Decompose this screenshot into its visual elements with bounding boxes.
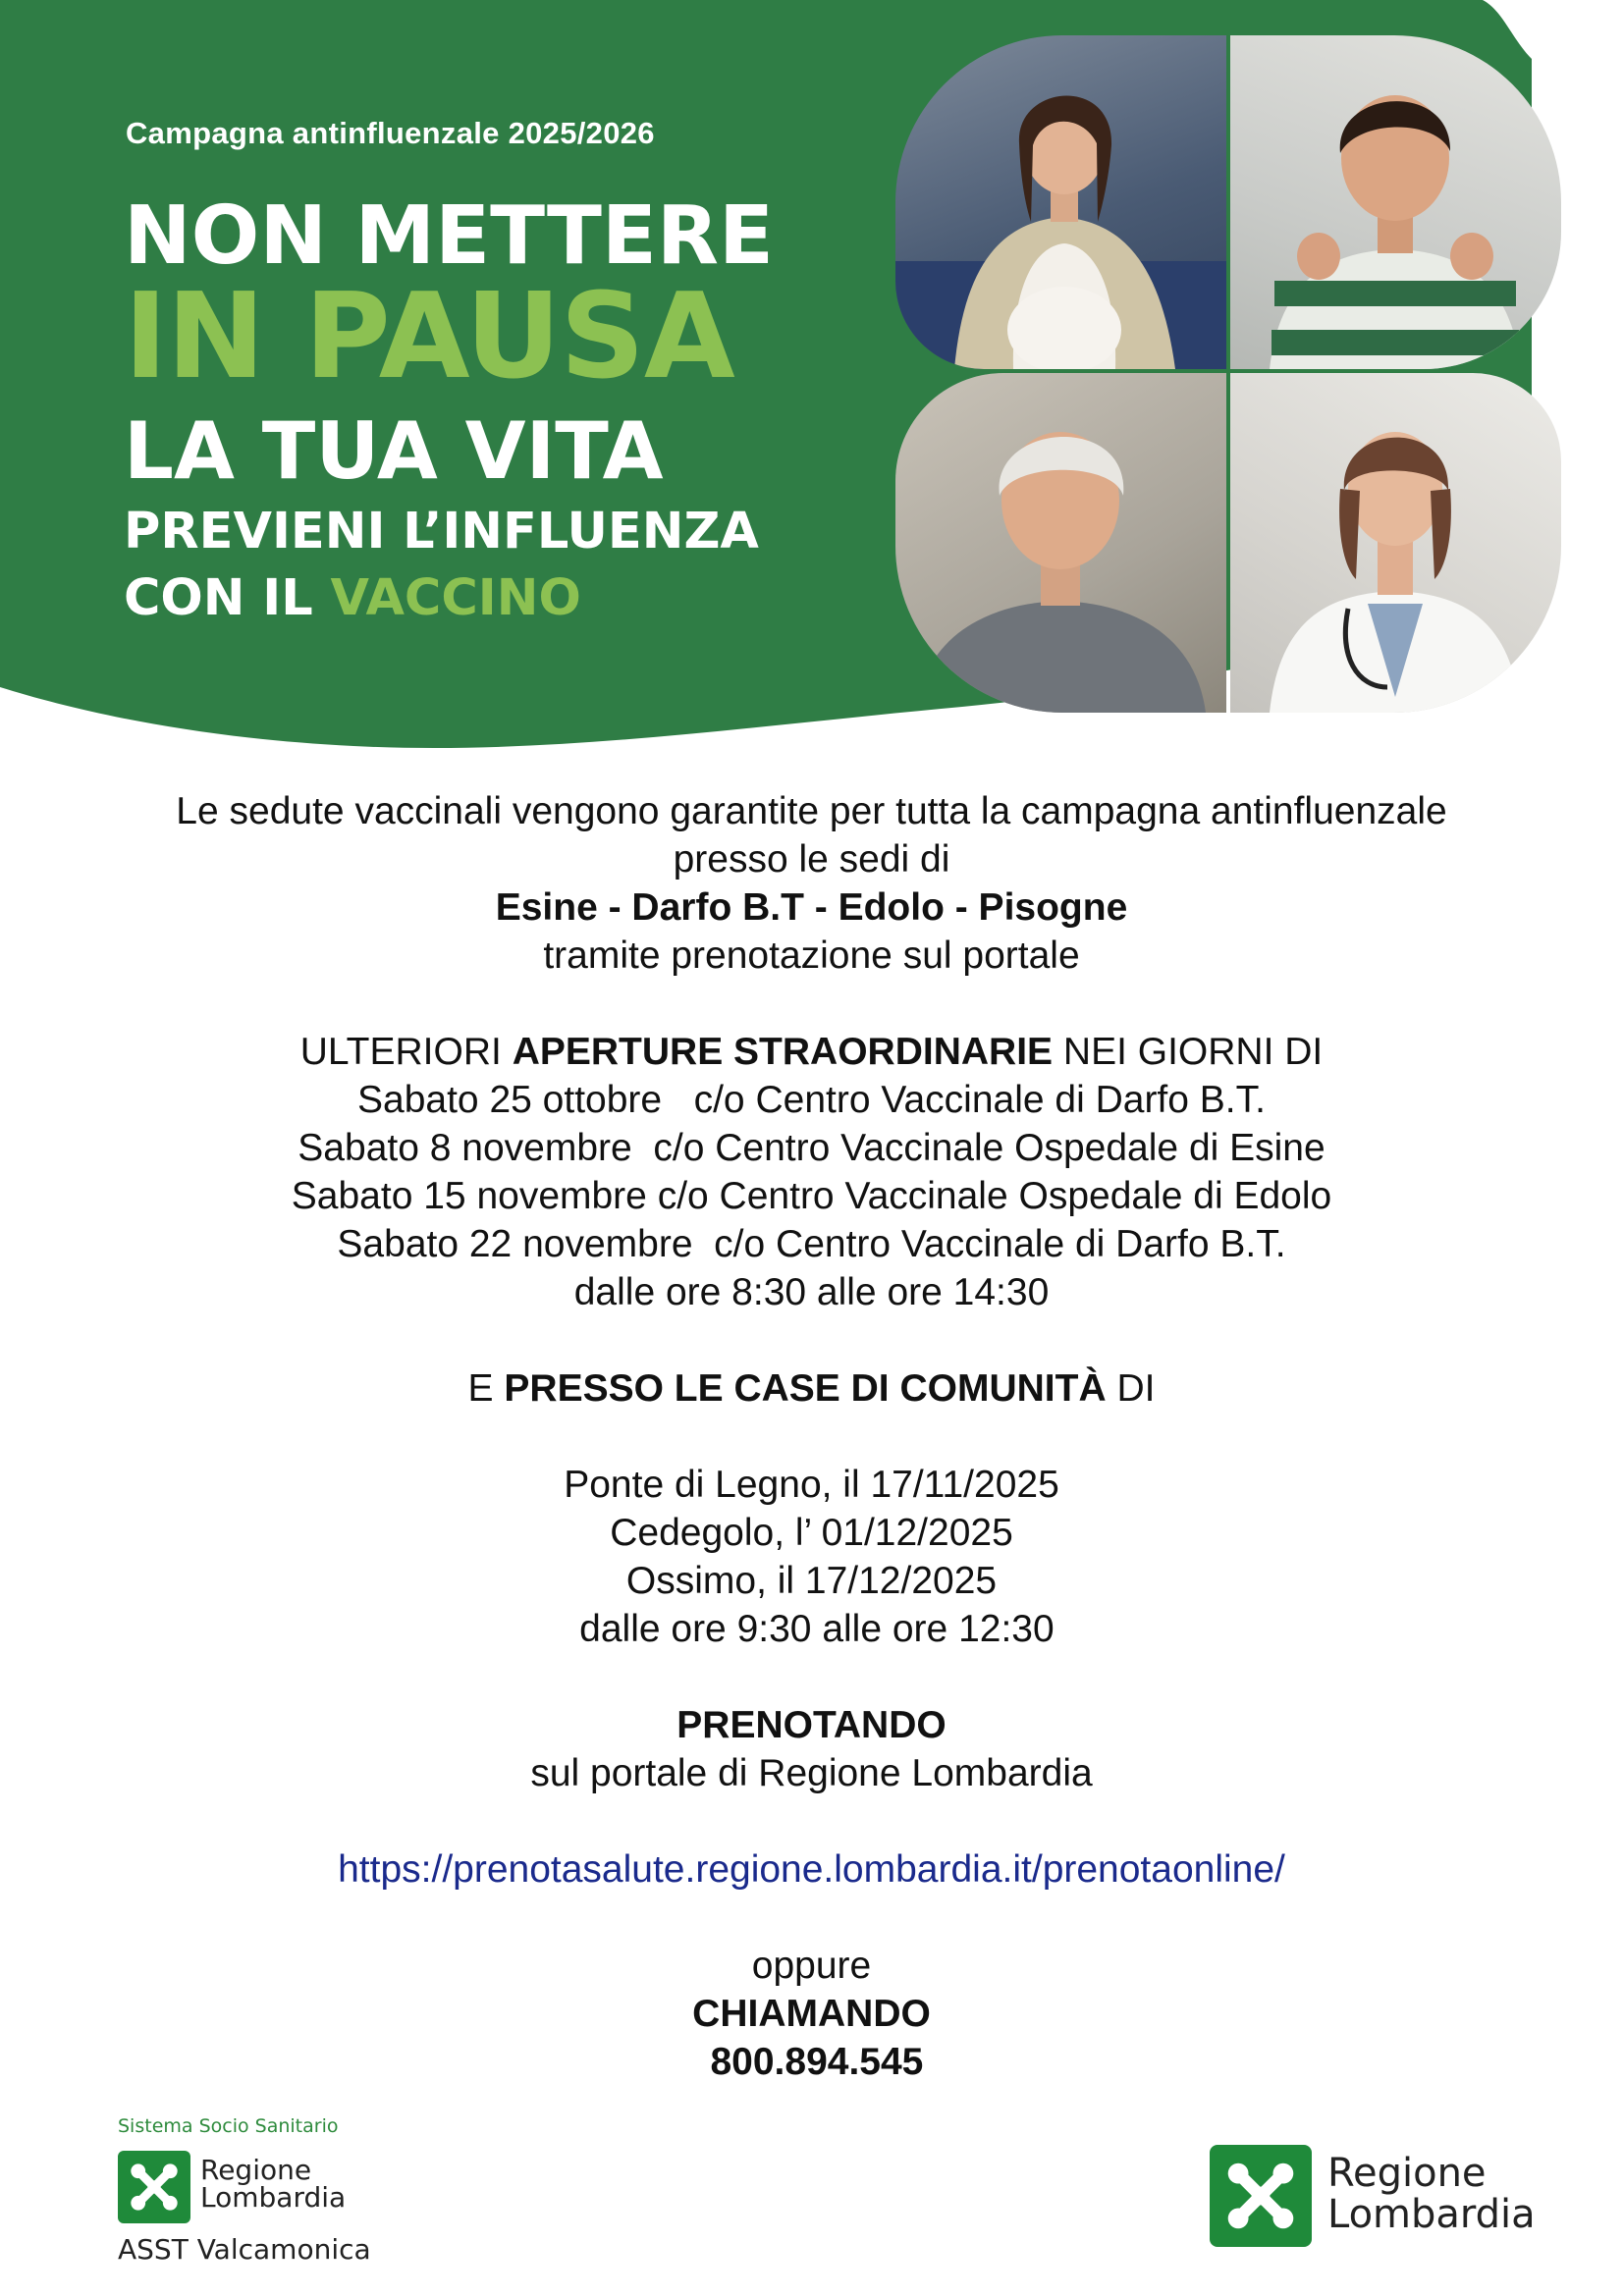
- intro-line-4: tramite prenotazione sul portale: [543, 934, 1080, 977]
- campaign-label: Campagna antinfluenzale 2025/2026: [126, 116, 655, 150]
- booking-call: CHIAMANDO: [692, 1993, 931, 2035]
- right-logo-name-line-1: Regione: [1327, 2151, 1487, 2196]
- regione-lombardia-logo: [1210, 2145, 1583, 2253]
- extra-date-item: Sabato 15 novembre c/o Centro Vaccinale Ospedale di Edolo: [291, 1175, 1332, 1217]
- photo-older-man: [895, 373, 1226, 713]
- extra-date-item: Sabato 8 novembre c/o Centro Vaccinale Ospedale di Esine: [298, 1127, 1325, 1169]
- extra-bold: APERTURE STRAORDINARIE: [512, 1031, 1054, 1073]
- photo-boy: [1230, 35, 1561, 369]
- pregnant-woman-illustration: [895, 35, 1226, 369]
- doctor-illustration: [1230, 373, 1561, 713]
- extra-hours: dalle ore 8:30 alle ore 14:30: [573, 1271, 1050, 1313]
- older-man-illustration: [895, 373, 1226, 713]
- right-logo-name: [1327, 2153, 1536, 2235]
- left-logo-name-line-2: Lombardia: [200, 2181, 347, 2214]
- info-content: [0, 787, 1623, 2086]
- booking-url-link[interactable]: https://prenotasalute.regione.lombardia.it/prenotaonline/: [338, 1848, 1285, 1891]
- extra-date-item: Sabato 22 novembre c/o Centro Vaccinale di Darfo B.T.: [337, 1223, 1286, 1265]
- header-banner: [0, 0, 1623, 766]
- headline-line-4: PREVIENI L’INFLUENZA: [124, 503, 759, 561]
- headline-accent-vaccino: VACCINO: [330, 569, 581, 627]
- extra-suffix: NEI GIORNI DI: [1053, 1031, 1324, 1073]
- booking-or: oppure: [751, 1945, 872, 1987]
- left-logo-name-line-1: Regione: [200, 2154, 312, 2186]
- booking-portal: sul portale di Regione Lombardia: [530, 1752, 1093, 1794]
- photo-doctor: [1230, 373, 1561, 713]
- photo-collage: [884, 35, 1571, 713]
- headline-line-5-prefix: CON IL: [124, 569, 331, 627]
- community-place-item: Ossimo, il 17/12/2025: [625, 1560, 998, 1602]
- asst-label: ASST Valcamonica: [118, 2233, 371, 2266]
- headline-line-5: [124, 569, 581, 627]
- left-logo-name: [200, 2154, 347, 2214]
- headline-line-3: LA TUA VITA: [124, 405, 664, 497]
- boy-illustration: [1230, 35, 1561, 369]
- intro-line-1: Le sedute vaccinali vengono garantite per tutta la campagna antinfluenzale: [176, 790, 1447, 832]
- vaccination-sites: Esine - Darfo B.T - Edolo - Pisogne: [495, 886, 1128, 929]
- system-label: Sistema Socio Sanitario: [118, 2115, 339, 2137]
- community-place-item: Ponte di Legno, il 17/11/2025: [564, 1464, 1059, 1506]
- right-logo-name-line-2: Lombardia: [1327, 2192, 1536, 2237]
- booking-title: PRENOTANDO: [676, 1704, 947, 1746]
- asst-valcamonica-logo: [116, 2115, 430, 2272]
- extra-prefix: ULTERIORI: [299, 1031, 513, 1073]
- extra-date-item: Sabato 25 ottobre c/o Centro Vaccinale di Darfo B.T.: [357, 1079, 1266, 1121]
- regione-lombardia-emblem-icon: [118, 2151, 190, 2223]
- extra-openings-heading: [0, 1028, 1623, 1076]
- community-place-item: Cedegolo, l’ 01/12/2025: [610, 1512, 1013, 1554]
- community-bold: PRESSO LE CASE DI COMUNITÀ: [504, 1367, 1107, 1410]
- photo-pregnant-woman: [895, 35, 1226, 369]
- community-hours: dalle ore 9:30 alle ore 12:30: [568, 1608, 1055, 1650]
- phone-number[interactable]: 800.894.545: [699, 2041, 924, 2083]
- community-prefix: E: [467, 1367, 505, 1410]
- community-suffix: DI: [1106, 1367, 1156, 1410]
- intro-line-2: presso le sedi di: [673, 838, 950, 881]
- headline-line-1: NON METTERE: [124, 189, 775, 283]
- headline-line-2: IN PAUSA: [124, 269, 734, 405]
- community-heading: [0, 1364, 1623, 1413]
- regione-lombardia-emblem-icon: [1210, 2145, 1312, 2247]
